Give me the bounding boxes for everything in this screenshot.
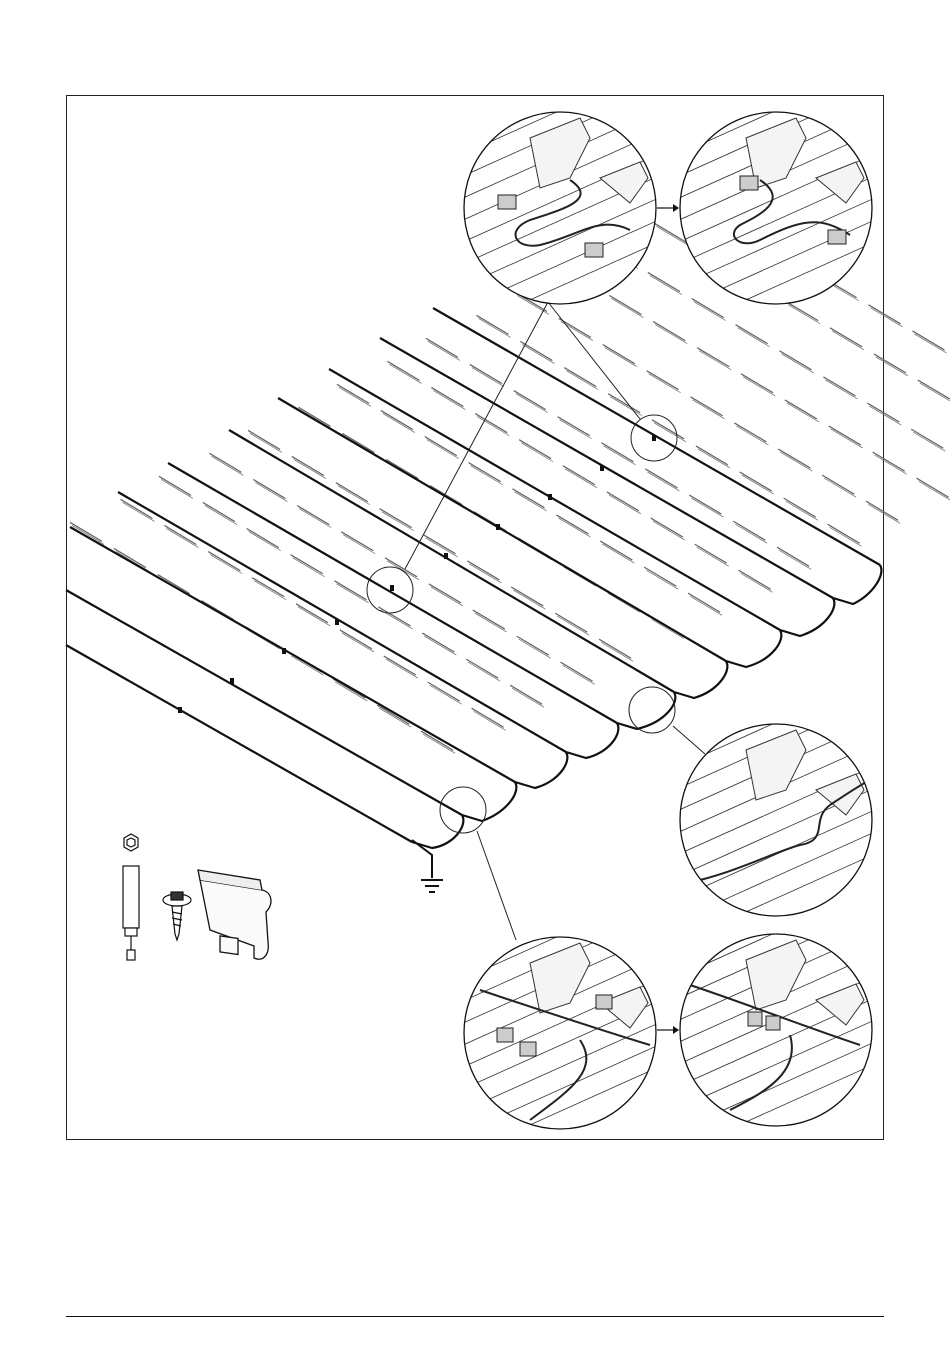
rail-segment xyxy=(874,354,906,373)
rail-segment-edge xyxy=(780,452,812,471)
arrow-right-icon xyxy=(657,204,679,212)
cable-run xyxy=(66,645,412,842)
rail-segment-edge xyxy=(564,567,596,586)
cable-clip-mark xyxy=(548,494,552,500)
rail-segment-edge xyxy=(294,459,326,478)
rail-segment xyxy=(292,456,324,475)
rail-segment xyxy=(653,322,685,341)
rail-segment-edge xyxy=(338,486,370,505)
cable-clip-mark xyxy=(652,435,656,441)
rail-segment xyxy=(248,430,280,449)
rail-segment xyxy=(517,636,549,655)
rail-segment xyxy=(555,613,587,632)
rail-segment-edge xyxy=(652,619,684,638)
rail-segment xyxy=(823,377,855,396)
rail-segment-edge xyxy=(832,331,864,350)
rail-segment xyxy=(252,578,284,597)
rail-segment-edge xyxy=(646,570,678,589)
rail-segment xyxy=(644,567,676,586)
rail-segment xyxy=(511,587,543,606)
rail-segment xyxy=(739,570,771,589)
rail-segment-edge xyxy=(475,613,507,632)
rail-segment-edge xyxy=(788,305,820,324)
rail-segment-edge xyxy=(387,561,419,580)
rail-segment xyxy=(159,476,191,495)
rail-segment xyxy=(647,371,679,390)
rail-segment-edge xyxy=(647,472,679,491)
rail-segment xyxy=(600,541,632,560)
middle-right-detail-joint xyxy=(680,679,872,941)
cable-bend xyxy=(617,692,675,729)
rail-segment-edge xyxy=(299,509,331,528)
rail-segment xyxy=(424,535,456,554)
rail-segment xyxy=(599,639,631,658)
rail-segment xyxy=(466,659,498,678)
rail-segment xyxy=(114,548,146,567)
rail-segment xyxy=(777,547,809,566)
rail-segment-edge xyxy=(428,341,460,360)
rail-segment xyxy=(607,492,639,511)
detail-views xyxy=(464,67,872,1154)
rail-segment-edge xyxy=(519,639,551,658)
rail-segment xyxy=(384,656,416,675)
rail-segment xyxy=(431,387,463,406)
rail-segment xyxy=(556,515,588,534)
cable-run xyxy=(433,308,880,565)
rail-segment xyxy=(247,529,279,548)
rail-segment-edge xyxy=(558,518,590,537)
rail-segment xyxy=(867,403,899,422)
rail-segment-edge xyxy=(876,357,908,376)
rail-segment xyxy=(734,423,766,442)
rail-segment xyxy=(291,555,323,574)
rail-segment xyxy=(476,315,508,334)
rail-segment-edge xyxy=(433,390,465,409)
bottom-left-detail-before xyxy=(464,892,656,1154)
rail-segment-edge xyxy=(741,573,773,592)
rail-segment-edge xyxy=(914,334,946,353)
cable-run xyxy=(70,527,515,782)
rail-segment-edge xyxy=(825,380,857,399)
rail-segment-edge xyxy=(743,377,775,396)
rail-segment xyxy=(70,522,102,541)
rail-segment-edge xyxy=(787,403,819,422)
rail-segment-edge xyxy=(205,505,237,524)
rail-segment-edge xyxy=(913,432,945,451)
rail-segment-edge xyxy=(875,455,907,474)
rail-segment xyxy=(688,593,720,612)
rail-segment xyxy=(298,407,330,426)
rail-segment-edge xyxy=(512,688,544,707)
rail-segment xyxy=(377,705,409,724)
rail-segment xyxy=(741,374,773,393)
rail-segment-edge xyxy=(472,367,504,386)
rail-segment xyxy=(869,305,901,324)
rail-segment xyxy=(609,295,641,314)
rail-segment-edge xyxy=(691,498,723,517)
rail-segment-edge xyxy=(694,302,726,321)
rail-segment xyxy=(473,610,505,629)
rail-segment xyxy=(918,380,950,399)
rail-segment xyxy=(695,544,727,563)
rail-segment xyxy=(253,479,285,498)
rail-segment-edge xyxy=(161,479,193,498)
rail-segment xyxy=(336,483,368,502)
rail-segment xyxy=(297,506,329,525)
rail-segment xyxy=(785,400,817,419)
rail-segment-edge xyxy=(742,475,774,494)
rail-segment xyxy=(822,475,854,494)
rail-segment-edge xyxy=(255,482,287,501)
rail-segment xyxy=(340,630,372,649)
rail-segment-edge xyxy=(471,466,503,485)
rail-segment xyxy=(866,501,898,520)
rail-segment-edge xyxy=(298,607,330,626)
rail-segment xyxy=(689,495,721,514)
rail-segment-edge xyxy=(382,512,414,531)
rail-segment-edge xyxy=(605,348,637,367)
rail-segment-edge xyxy=(337,584,369,603)
rail-segment xyxy=(430,486,462,505)
cable-clip-mark xyxy=(282,648,286,654)
rail-segment-edge xyxy=(602,544,634,563)
rail-segment-edge xyxy=(655,325,687,344)
rail-segment-edge xyxy=(343,535,375,554)
rail-segment xyxy=(380,509,412,528)
rail-segment xyxy=(873,452,905,471)
rail-segment-edge xyxy=(166,528,198,547)
rail-segment-edge xyxy=(650,275,682,294)
cable-bend xyxy=(566,723,618,758)
bottom-right-detail-after xyxy=(680,889,872,1151)
rail-segment-edge xyxy=(431,587,463,606)
rail-segment-edge xyxy=(868,504,900,523)
rail-segment-edge xyxy=(649,374,681,393)
rail-segment xyxy=(917,478,949,497)
rail-segment xyxy=(514,391,546,410)
rail-segment-edge xyxy=(608,593,640,612)
rail-segment-edge xyxy=(690,596,722,615)
rail-segment xyxy=(829,426,861,445)
rail-segment-edge xyxy=(735,524,767,543)
rail-segment xyxy=(296,604,328,623)
rail-segment-edge xyxy=(379,708,411,727)
cable-run xyxy=(168,463,617,723)
rail-segment-edge xyxy=(919,481,950,500)
rail-segment-edge xyxy=(386,659,418,678)
rail-segment xyxy=(651,518,683,537)
rail-segment-edge xyxy=(871,308,903,327)
rail-segment-edge xyxy=(604,446,636,465)
footer-rule xyxy=(66,1316,884,1317)
rail-segment-edge xyxy=(738,328,770,347)
rail-segment-edge xyxy=(609,495,641,514)
rail-segment xyxy=(645,469,677,488)
rail-segment-edge xyxy=(249,532,281,551)
rail-segment xyxy=(387,361,419,380)
cable-clip-mark xyxy=(335,619,339,625)
rail-segment xyxy=(386,460,418,479)
screwdriver-bit-icon xyxy=(123,866,139,960)
rail-segment xyxy=(828,524,860,543)
callout-circle-right xyxy=(629,687,675,733)
rail-segment xyxy=(337,384,369,403)
rail-segment-edge xyxy=(211,456,243,475)
rail-segment-edge xyxy=(831,429,863,448)
rail-segment-edge xyxy=(736,426,768,445)
cable-bend xyxy=(674,661,727,698)
rail-segment xyxy=(602,443,634,462)
rail-segment-edge xyxy=(521,443,553,462)
rail-segment xyxy=(736,325,768,344)
rail-segment-edge xyxy=(254,581,286,600)
rail-segment xyxy=(426,338,458,357)
cable-clip-mark xyxy=(230,678,234,684)
rail-segment xyxy=(467,561,499,580)
rail-segment xyxy=(472,708,504,727)
cable-bend xyxy=(780,598,834,636)
cable-bend xyxy=(833,565,881,604)
rail-segment xyxy=(830,328,862,347)
rail-segment-edge xyxy=(824,478,856,497)
hex-socket-icon xyxy=(124,834,138,851)
rail-segment xyxy=(470,364,502,383)
rail-segment-edge xyxy=(869,406,901,425)
rail-segment-edge xyxy=(250,433,282,452)
rail-segment xyxy=(733,521,765,540)
cable-run xyxy=(329,369,780,630)
rail-segment-edge xyxy=(699,351,731,370)
rail-segment xyxy=(697,348,729,367)
callout-leader xyxy=(673,726,705,754)
rail-segment xyxy=(603,345,635,364)
rail-segment xyxy=(648,272,680,291)
rail-segment-edge xyxy=(782,354,814,373)
cable-bend xyxy=(726,630,781,667)
rail-segment-edge xyxy=(468,662,500,681)
rail-segment-edge xyxy=(653,521,685,540)
rail-segment xyxy=(786,302,818,321)
rail-segment xyxy=(421,731,453,750)
rail-segment-edge xyxy=(515,492,547,511)
rail-segment-edge xyxy=(560,420,592,439)
rail-segment-edge xyxy=(698,449,730,468)
rail-segment xyxy=(335,581,367,600)
rail-segment-edge xyxy=(830,527,862,546)
rail-segment xyxy=(608,394,640,413)
rail-segment xyxy=(428,682,460,701)
rail-segment-edge xyxy=(516,394,548,413)
rail-segment-edge xyxy=(478,318,510,337)
rail-segment-edge xyxy=(563,665,595,684)
rail-segment xyxy=(912,331,944,350)
rail-segment xyxy=(563,466,595,485)
rail-segment xyxy=(203,502,235,521)
rail-segment xyxy=(911,429,943,448)
rail-segment xyxy=(692,299,724,318)
rail-segment xyxy=(342,433,374,452)
rail-segment xyxy=(378,607,410,626)
cable-bend xyxy=(515,752,567,788)
cable-clip-mark xyxy=(496,524,500,530)
rail-segment xyxy=(422,633,454,652)
cable-clip-mark xyxy=(390,585,394,591)
rail-segment-edge xyxy=(920,383,950,402)
callout-leader xyxy=(477,831,516,940)
cable-run xyxy=(66,590,462,815)
rail-segment-edge xyxy=(122,502,154,521)
rail-segment xyxy=(564,368,596,387)
rail-segment-edge xyxy=(210,555,242,574)
cable-clip-mark xyxy=(178,707,182,713)
rail-segment xyxy=(519,440,551,459)
cable-clip-mark xyxy=(600,465,604,471)
rail-segment-edge xyxy=(693,400,725,419)
rail-segment-edge xyxy=(72,525,104,544)
rail-segment-edge xyxy=(342,633,374,652)
rail-segment xyxy=(558,417,590,436)
rail-segment-edge xyxy=(565,469,597,488)
rail-segment xyxy=(158,575,190,594)
rail-segment xyxy=(784,498,816,517)
rail-segment-edge xyxy=(611,298,643,317)
arrow-right-icon xyxy=(657,1026,679,1034)
rail-segment xyxy=(561,662,593,681)
rail-segment xyxy=(381,410,413,429)
rail-segment xyxy=(209,453,241,472)
cable-clip-mark xyxy=(444,553,448,559)
rail-segment-edge xyxy=(293,558,325,577)
cable-clip-icon xyxy=(198,870,271,959)
rail-segment-edge xyxy=(335,682,367,701)
rail-segment-edge xyxy=(697,547,729,566)
rail-segment-edge xyxy=(389,364,421,383)
rail-segment xyxy=(510,685,542,704)
rail-segment-edge xyxy=(786,501,818,520)
rail-segment-edge xyxy=(424,636,456,655)
self-drilling-screw-icon xyxy=(163,892,191,940)
rail-segment-edge xyxy=(779,550,811,569)
rail-segment xyxy=(341,532,373,551)
rail-segment xyxy=(691,397,723,416)
rail-segment xyxy=(780,351,812,370)
callout-leader xyxy=(405,302,548,569)
rail-segment-edge xyxy=(522,344,554,363)
rail-segment-edge xyxy=(291,656,323,675)
rail-segment xyxy=(429,584,461,603)
top-left-detail-before xyxy=(464,67,656,329)
rail-segment xyxy=(778,449,810,468)
